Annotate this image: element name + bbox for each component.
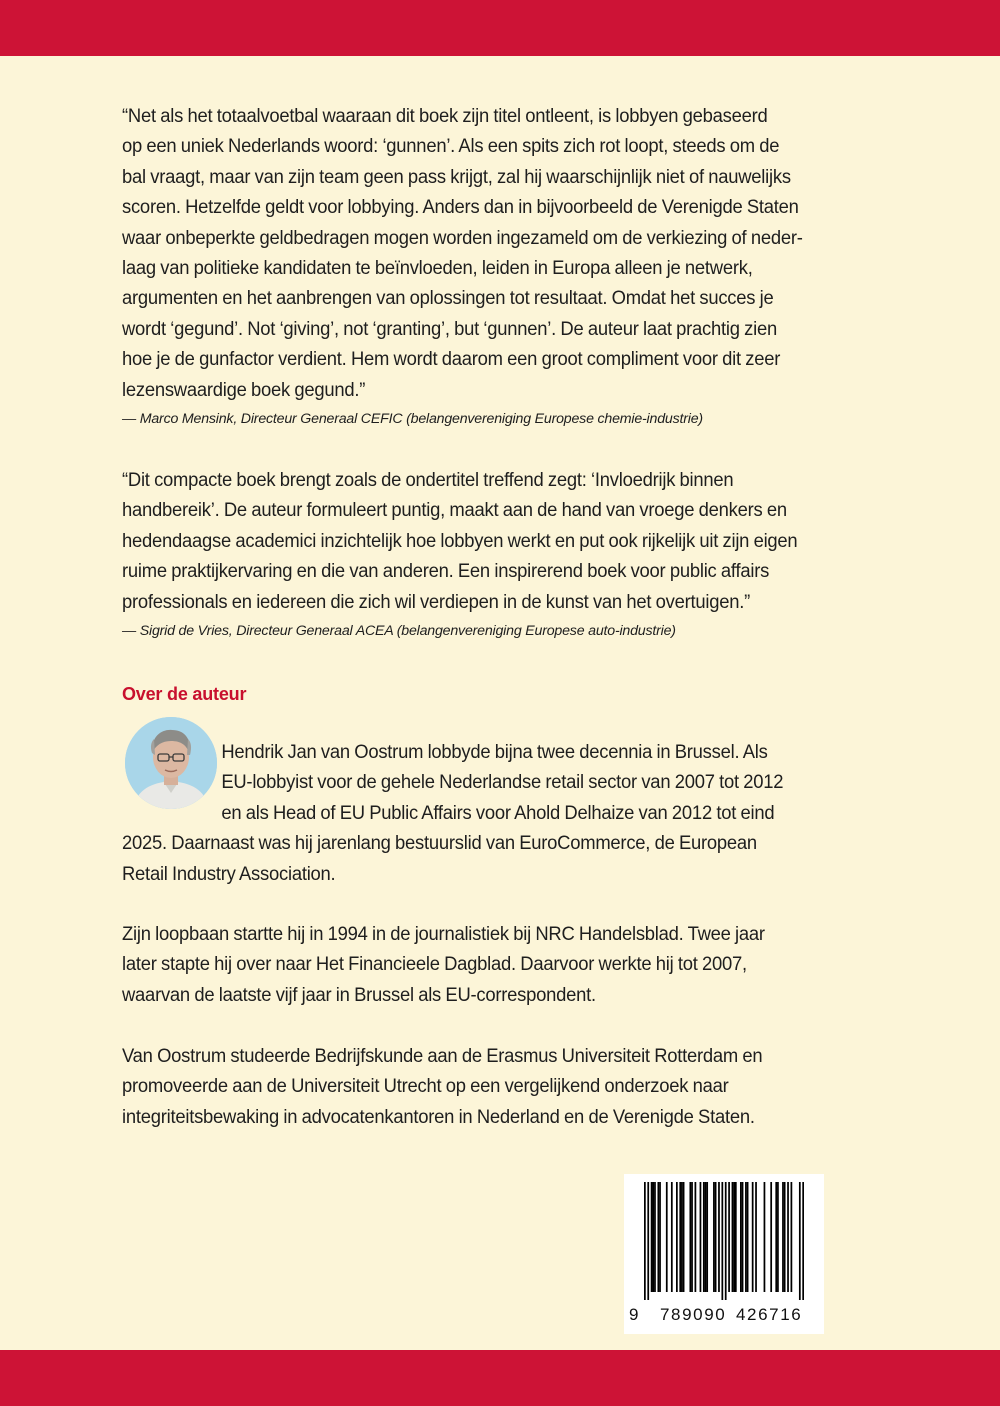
- quote-text: “Net als het totaalvoetbal waaraan dit boek zijn titel ontleent, is lobbyen gebaseerd op een uniek Nederlands woord: ‘gunnen’. Als een spits zich rot loopt, steeds om de bal vraagt, maar van zijn team geen pass krijgt, zal hij waarschijnlijk niet of nauwelijks scoren. Hetzelfde geldt voor lobbying. Anders dan in bijvoorbeeld de Verenigde Staten waar onbeperkte geldbedragen mogen worden ingezameld om de verkiezing of neder- laag van politieke kandidaten te beïnvloeden, leiden in Europa alleen je netwerk, argumenten en het aanbrengen van oplossingen tot resultaat. Omdat het succes je wordt ‘gegund’. Not ‘giving’, not ‘granting’, but ‘gunnen’. De auteur laat prachtig zien hoe je de gunfactor verdient. Hem wordt daarom een groot compliment voor dit zeer lezenswaardige boek gegund.”: [122, 106, 803, 401]
- isbn-barcode: [624, 1174, 824, 1334]
- barcode-bar: [705, 1182, 707, 1292]
- quote-block: [122, 102, 842, 429]
- barcode-bar: [659, 1182, 661, 1292]
- barcode-bar: [718, 1182, 720, 1292]
- barcode-bar: [666, 1182, 668, 1292]
- barcode-bar: [721, 1182, 723, 1300]
- barcode-digit-group-2: 426716: [736, 1305, 803, 1324]
- barcode-bars: [644, 1182, 804, 1300]
- barcode-bar: [706, 1182, 708, 1292]
- barcode-bar: [770, 1182, 772, 1292]
- author-section-heading: Over de auteur: [122, 684, 247, 704]
- barcode-bar: [775, 1182, 777, 1292]
- barcode-bar: [671, 1182, 673, 1292]
- top-red-band: [0, 0, 1000, 56]
- barcode-bar: [733, 1182, 735, 1292]
- barcode-bar: [745, 1182, 747, 1292]
- barcode-bar: [742, 1182, 744, 1292]
- barcode-bar: [747, 1182, 749, 1292]
- barcode-bar: [651, 1182, 653, 1292]
- barcode-bar: [657, 1182, 659, 1292]
- barcode-bar: [703, 1182, 705, 1292]
- barcode-bar: [676, 1182, 678, 1292]
- barcode-bar: [777, 1182, 779, 1292]
- barcode-bar: [681, 1182, 683, 1292]
- barcode-bar: [764, 1182, 766, 1292]
- bottom-red-band: [0, 1350, 1000, 1406]
- barcode-bar: [740, 1182, 742, 1292]
- barcode-bar: [647, 1182, 649, 1300]
- quote-attribution: — Sigrid de Vries, Directeur Generaal ACEA (belangenvereniging Europese auto-industrie): [122, 623, 676, 640]
- barcode-bar: [732, 1182, 734, 1292]
- author-bio-paragraph: Zijn loopbaan startte hij in 1994 in de journalistiek bij NRC Handelsblad. Twee jaar later stapte hij over naar Het Financieele Dagblad. Daarvoor werkte hij tot 2007, waarvan de laatste vijf jaar in Brussel als EU-correspondent.: [122, 924, 765, 1006]
- author-bio-paragraph: Van Oostrum studeerde Bedrijfskunde aan de Erasmus Universiteit Rotterdam en promoveerde aan de Universiteit Utrecht op een vergelijkend onderzoek naar integriteitsbewaking in advocatenkantoren in Nederland en de Verenigde Staten.: [122, 1046, 763, 1128]
- barcode-bar: [725, 1182, 727, 1300]
- barcode-bar: [802, 1182, 804, 1300]
- barcode-bar: [713, 1182, 715, 1292]
- barcode-bar: [784, 1182, 786, 1292]
- barcode-bar: [700, 1182, 702, 1292]
- barcode-bar: [652, 1182, 654, 1292]
- barcode-bar: [791, 1182, 793, 1292]
- quote-block: [122, 466, 876, 641]
- quote-text: “Dit compacte boek brengt zoals de ondertitel treffend zegt: ‘Invloedrijk binnen handbereik’. De auteur formuleert puntig, maakt aan de hand van vroege denkers en hedendaagse academici inzichtelijk hoe lobbyen werkt en put ook rijkelijk uit zijn eigen ruime praktijkervaring en die van anderen. Een inspirerend boek voor public affairs professionals en iedereen die zich wil verdiepen in de kunst van het overtuigen.”: [122, 470, 798, 613]
- barcode-bar: [799, 1182, 801, 1300]
- barcode-bar: [691, 1182, 693, 1292]
- barcode-bar: [752, 1182, 754, 1292]
- barcode-bar: [679, 1182, 681, 1292]
- barcode-digit-first: 9: [629, 1305, 639, 1324]
- barcode-bar: [689, 1182, 691, 1292]
- quote-attribution: — Marco Mensink, Directeur Generaal CEFIC (belangenvereniging Europese chemie-industrie): [122, 411, 703, 428]
- barcode-bar: [782, 1182, 784, 1292]
- barcode-bar: [735, 1182, 737, 1292]
- barcode-bar: [787, 1182, 789, 1292]
- barcode-bar: [683, 1182, 685, 1292]
- author-bio-paragraph: Hendrik Jan van Oostrum lobbyde bijna twee decennia in Brussel. Als EU-lobbyist voor de gehele Nederlandse retail sector van 2007 tot 2012 en als Head of EU Public Affairs voor Ahold Delhaize van 2012 tot eind 2025. Daarnaast was hij jarenlang bestuurslid van EuroCommerce, de European Retail Industry Association.: [122, 742, 784, 885]
- barcode-bar: [644, 1182, 646, 1300]
- barcode-digit-group-1: 789090: [660, 1305, 727, 1324]
- back-cover-content: [122, 102, 842, 1128]
- barcode-bar: [654, 1182, 656, 1292]
- barcode-bar: [755, 1182, 757, 1292]
- barcode-bar: [715, 1182, 717, 1292]
- barcode-bar: [695, 1182, 697, 1292]
- barcode-bar: [728, 1182, 730, 1292]
